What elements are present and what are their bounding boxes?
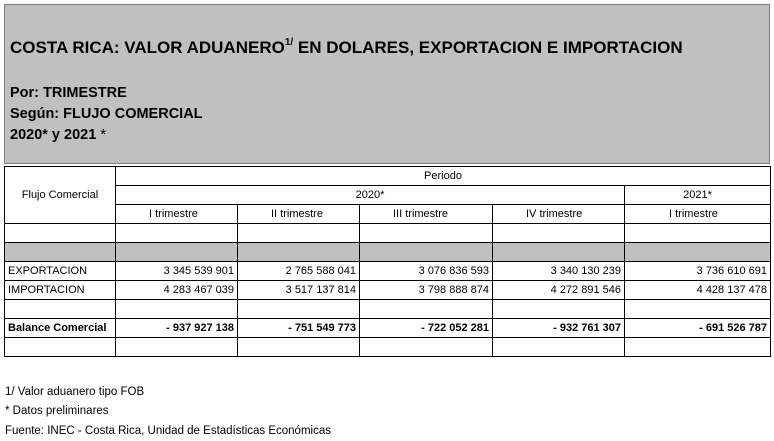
quarter-header: IV trimestre xyxy=(493,205,625,224)
table-row xyxy=(5,281,771,300)
quarter-header: I trimestre xyxy=(625,205,771,224)
value-cell: 3 517 137 814 xyxy=(238,281,360,300)
data-table xyxy=(4,166,771,357)
row-label: EXPORTACION xyxy=(5,262,116,281)
empty-cell xyxy=(116,300,238,319)
empty-cell xyxy=(5,338,116,357)
value-cell: 4 428 137 478 xyxy=(625,281,771,300)
flujo-header: Flujo Comercial xyxy=(5,167,116,224)
empty-cell xyxy=(116,338,238,357)
empty-cell xyxy=(360,338,493,357)
value-cell: 2 765 588 041 xyxy=(238,262,360,281)
quarter-header: II trimestre xyxy=(238,205,360,224)
subtitle-years: 2020* y 2021 * xyxy=(10,127,106,143)
empty-cell xyxy=(625,338,771,357)
empty-cell xyxy=(493,300,625,319)
empty-cell xyxy=(493,224,625,243)
year-2020-header: 2020* xyxy=(116,186,625,205)
periodo-header: Periodo xyxy=(116,167,771,186)
empty-cell xyxy=(493,338,625,357)
year-2021-header: 2021* xyxy=(625,186,771,205)
report-title: COSTA RICA: VALOR $ADUANERO^{1/}$ EN DOLARES, EXPORTACION E IMPORTACION xyxy=(10,37,683,57)
value-cell: - 932 761 307 xyxy=(493,319,625,338)
report-header xyxy=(4,4,770,164)
value-cell: 4 283 467 039 xyxy=(116,281,238,300)
empty-cell xyxy=(238,338,360,357)
value-cell: 3 076 836 593 xyxy=(360,262,493,281)
empty-cell xyxy=(360,224,493,243)
quarter-header: III trimestre xyxy=(360,205,493,224)
row-label: Balance Comercial xyxy=(5,319,116,338)
empty-cell xyxy=(625,224,771,243)
table-row xyxy=(5,262,771,281)
empty-cell xyxy=(5,300,116,319)
note-fob: 1/ Valor aduanero tipo FOB xyxy=(5,386,145,398)
row-label: IMPORTACION xyxy=(5,281,116,300)
note-preliminary: * Datos preliminares xyxy=(5,405,109,417)
balance-row xyxy=(5,319,771,338)
gray-separator-row xyxy=(5,243,771,262)
value-cell: 3 736 610 691 xyxy=(625,262,771,281)
note-source: Fuente: INEC - Costa Rica, Unidad de Estadísticas Económicas xyxy=(5,425,331,437)
value-cell: 4 272 891 546 xyxy=(493,281,625,300)
empty-cell xyxy=(5,224,116,243)
quarter-header: I trimestre xyxy=(116,205,238,224)
empty-cell xyxy=(360,300,493,319)
value-cell: 3 798 888 874 xyxy=(360,281,493,300)
empty-cell xyxy=(116,224,238,243)
value-cell: 3 345 539 901 xyxy=(116,262,238,281)
empty-cell xyxy=(238,224,360,243)
value-cell: - 751 549 773 xyxy=(238,319,360,338)
empty-cell xyxy=(625,300,771,319)
value-cell: 3 340 130 239 xyxy=(493,262,625,281)
subtitle-segun: Según: FLUJO COMERCIAL xyxy=(10,106,203,122)
value-cell: - 691 526 787 xyxy=(625,319,771,338)
subtitle-por: Por: TRIMESTRE xyxy=(10,85,127,101)
footnote-marker: 1/ xyxy=(284,37,294,49)
value-cell: - 937 927 138 xyxy=(116,319,238,338)
empty-cell xyxy=(238,300,360,319)
value-cell: - 722 052 281 xyxy=(360,319,493,338)
